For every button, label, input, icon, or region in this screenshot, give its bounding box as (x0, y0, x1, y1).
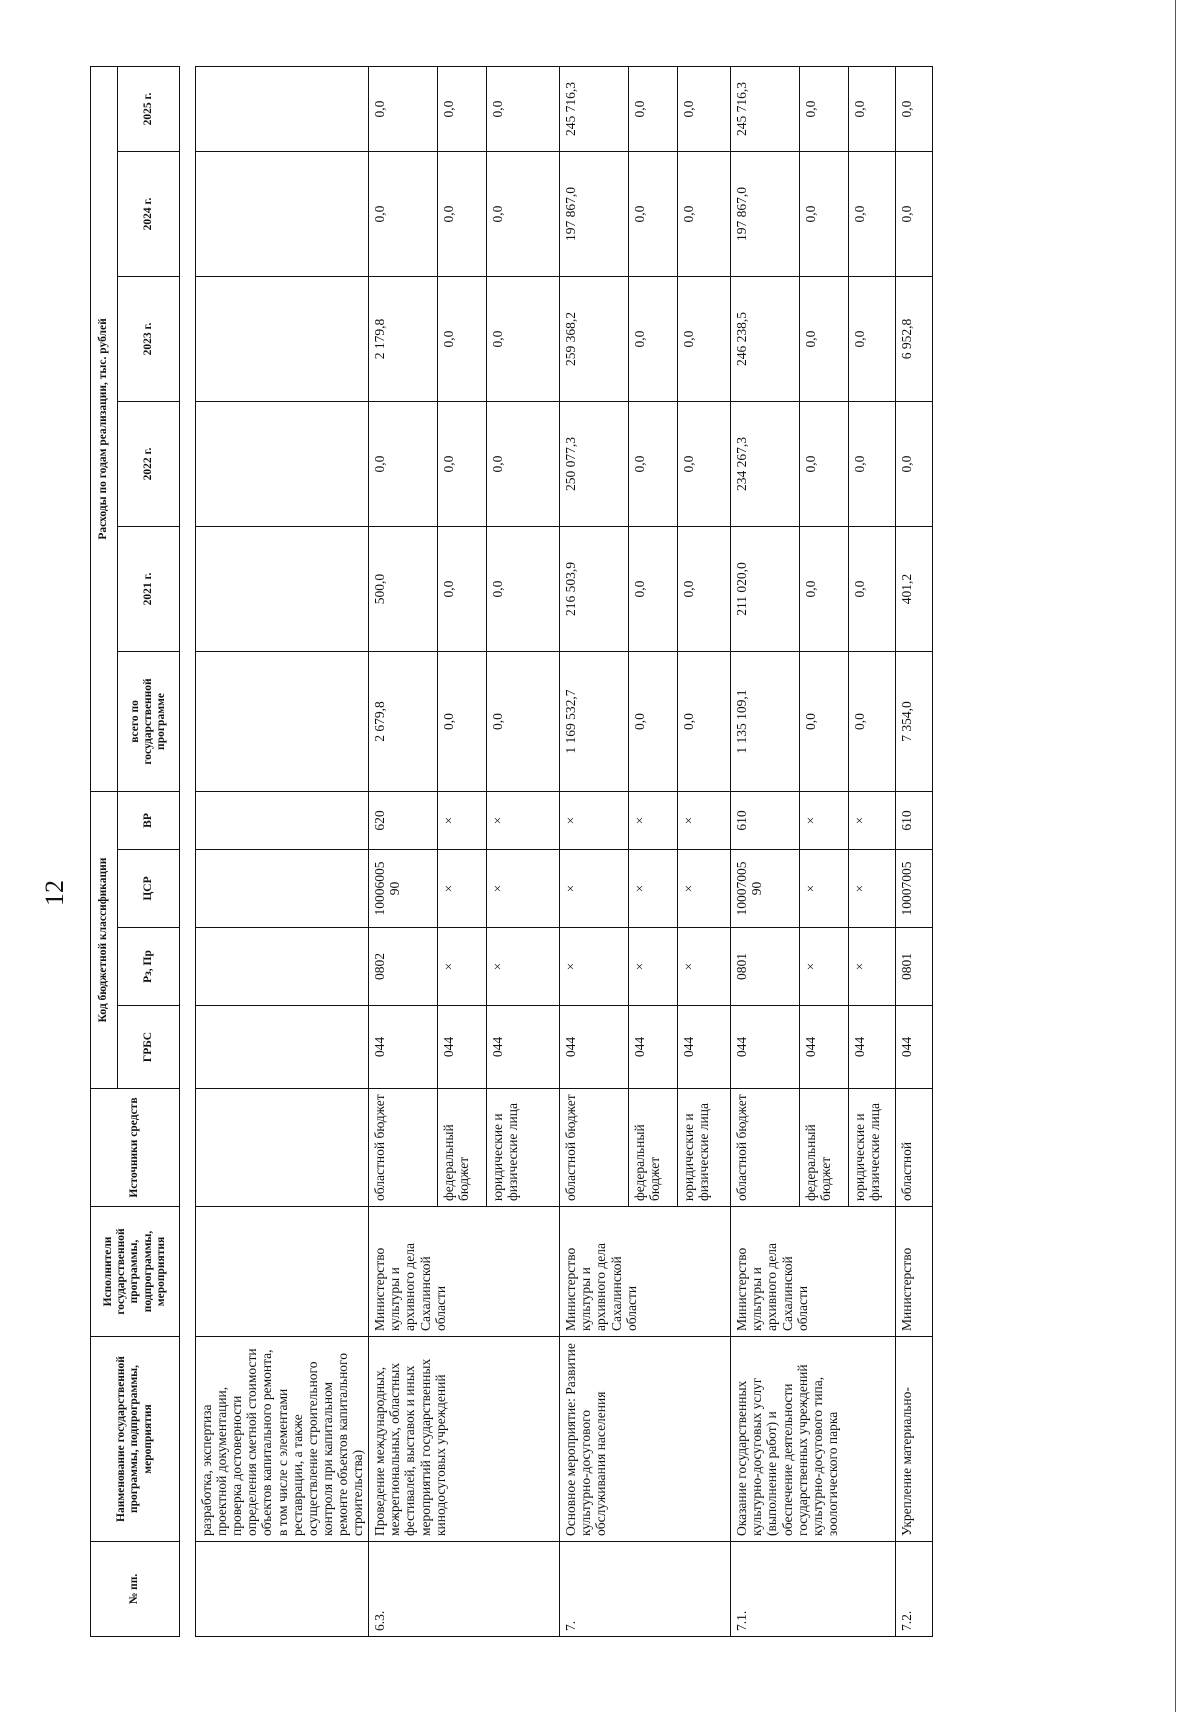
table-row: 7.2. Укрепление материально- Министерство областной 044 0801 10007005 610 7 354,0 401,2 0,0 6 952,8 0,0 0,0 (896, 67, 933, 1637)
cell-name: Проведение международных, межрегиональных, областных фестивалей, выставок и иных мероприятий государственных кинодосуговых учреждений (369, 1337, 560, 1542)
cell-source: федеральный бюджет (629, 1089, 678, 1207)
cell-executor: Министерство (896, 1207, 933, 1337)
page-number: 12 (40, 880, 69, 906)
cell-name: Оказание государственных культурно-досуговых услуг (выполнение работ) и обеспечение деятельности государственных учреждений культурно-досугового типа, зоологического парка (731, 1337, 896, 1542)
header-executors: Исполнители государственной программы, подпрограммы, мероприятия (91, 1207, 180, 1337)
header-2024: 2024 г. (118, 151, 180, 276)
cell-source: федеральный бюджет (800, 1089, 849, 1207)
table-row (196, 67, 369, 1637)
cell-source: федеральный бюджет (438, 1089, 487, 1207)
table-body (195, 66, 933, 1637)
cell-source: юридические и физические лица (849, 1089, 896, 1207)
table-row: федеральный бюджет 044 × × × 0,0 0,0 0,0 0,0 0,0 0,0 (800, 67, 849, 1637)
cell-source: областной бюджет (369, 1089, 438, 1207)
table-header (90, 66, 180, 1637)
header-grbs: ГРБС (118, 1006, 180, 1089)
table-row: 6.3. Проведение международных, межрегиональных, областных фестивалей, выставок и иных мероприятий государственных кинодосуговых учреждений Министерство культуры и архивного дела Сахалинской области областной бюджет 044 0802 10006005 90 620 2 679,8 500,0 0,0 2 179,8 0,0 0,0 (369, 67, 438, 1637)
header-total: всего по государственной программе (118, 651, 180, 791)
header-2025: 2025 г. (118, 66, 180, 151)
header-csr: ЦСР (118, 850, 180, 928)
header-vr: ВР (118, 791, 180, 849)
header-name: Наименование государственной программы, подпрограммы, мероприятия (91, 1337, 180, 1542)
table-row: федеральный бюджет 044 × × × 0,0 0,0 0,0 0,0 0,0 0,0 (438, 67, 487, 1637)
header-2022: 2022 г. (118, 401, 180, 526)
table-row: 7. Основное мероприятие: Развитие культурно-досугового обслуживания населения Министерство культуры и архивного дела Сахалинской области областной бюджет 044 × × × 1 169 532,7 216 503,9 250 077,3 259 368,2 197 867,0 245 716,3 (560, 67, 629, 1637)
header-rzpr: Рз, Пр (118, 928, 180, 1006)
table-row: 7.1. Оказание государственных культурно-досуговых услуг (выполнение работ) и обеспечение деятельности государственных учреждений культурно-досугового типа, зоологического парка Министерство культуры и архивного дела Сахалинской области областной бюджет 044 0801 10007005 90 610 1 135 109,1 211 020,0 234 267,3 246 238,5 197 867,0 245 716,3 (731, 67, 800, 1637)
cell-name: разработка, экспертиза проектной документации, проверка достоверности определения сметной стоимости объектов капитального ремонта, в том числе с элементами реставрации, а также осуществление строительного контроля при капитальном ремонте объектов капитального строительства) (196, 1337, 369, 1542)
header-budget-code: Код бюджетной классификации (91, 791, 118, 1088)
cell-source: областной бюджет (731, 1089, 800, 1207)
table-row: юридические и физические лица 044 × × × 0,0 0,0 0,0 0,0 0,0 0,0 (678, 67, 731, 1637)
cell-executor: Министерство культуры и архивного дела Сахалинской области (731, 1207, 896, 1337)
table-row: юридические и физические лица 044 × × × 0,0 0,0 0,0 0,0 0,0 0,0 (849, 67, 896, 1637)
cell-source: юридические и физические лица (678, 1089, 731, 1207)
cell-source: юридические и физические лица (487, 1089, 560, 1207)
cell-executor: Министерство культуры и архивного дела Сахалинской области (560, 1207, 731, 1337)
cell-source: областной (896, 1089, 933, 1207)
cell-executor: Министерство культуры и архивного дела Сахалинской области (369, 1207, 560, 1337)
table-row: федеральный бюджет 044 × × × 0,0 0,0 0,0 0,0 0,0 0,0 (629, 67, 678, 1637)
cell-no: 7. (560, 1542, 731, 1637)
page-edge-line (1175, 0, 1176, 1712)
cell-name: Укрепление материально- (896, 1337, 933, 1542)
header-2023: 2023 г. (118, 276, 180, 401)
header-no: № пп. (91, 1542, 180, 1637)
header-2021: 2021 г. (118, 526, 180, 651)
cell-no: 7.1. (731, 1542, 896, 1637)
table-row: юридические и физические лица 044 × × × 0,0 0,0 0,0 0,0 0,0 0,0 (487, 67, 560, 1637)
cell-no: 7.2. (896, 1542, 933, 1637)
cell-no: 6.3. (369, 1542, 560, 1637)
cell-name: Основное мероприятие: Развитие культурно-досугового обслуживания населения (560, 1337, 731, 1542)
header-expenses: Расходы по годам реализации, тыс. рублей (91, 66, 118, 791)
cell-source: областной бюджет (560, 1089, 629, 1207)
header-sources: Источники средств (91, 1089, 180, 1207)
